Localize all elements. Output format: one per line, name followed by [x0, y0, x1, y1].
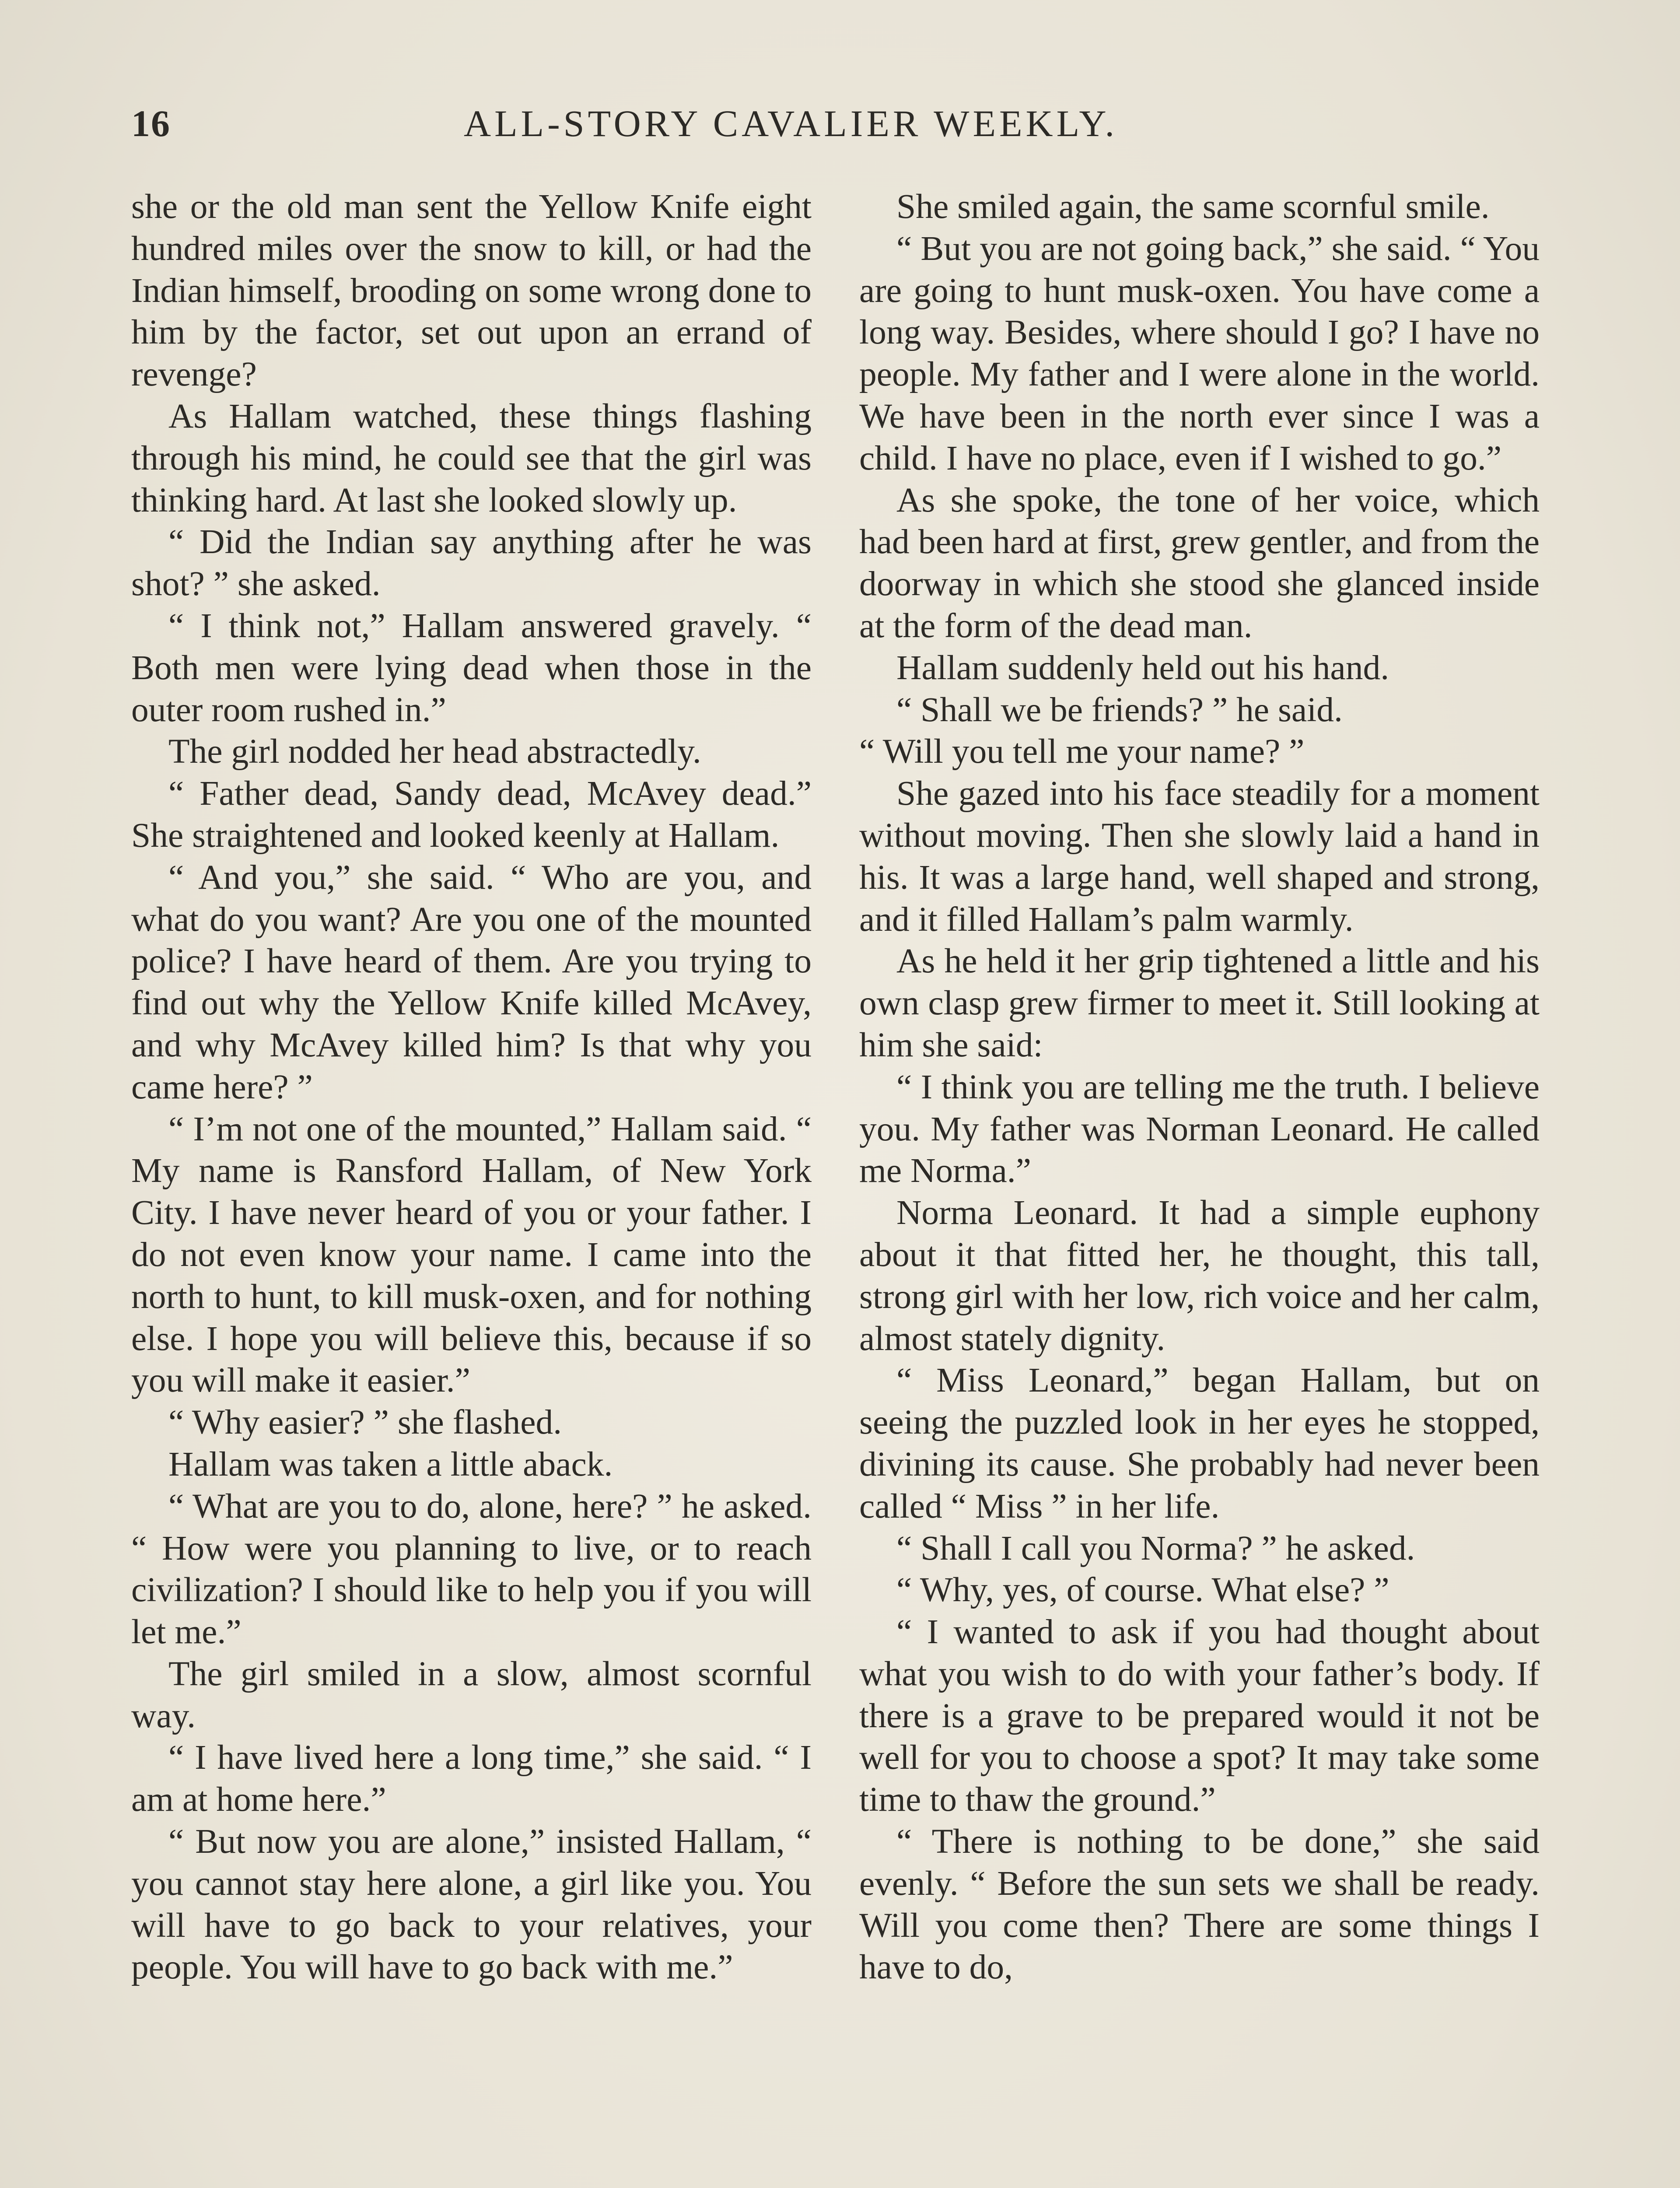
paragraph: She gazed into his face steadily for a moment without moving. Then she slowly laid a hand in his. It was a large hand, well shaped and strong, and it filled Hallam’s palm warmly. [859, 774, 1540, 939]
paragraph: “ I’m not one of the mounted,” Hallam said. “ My name is Ransford Hallam, of New York City. I have never heard of you or your father. I do not even know your name. I came into the north to hunt, to kill musk-oxen, and for nothing else. I hope you will believe this, because if so you will make it easier.” [131, 1109, 812, 1400]
left-column [131, 186, 812, 1988]
paragraph: As he held it her grip tightened a little and his own clasp grew firmer to meet it. Still looking at him she said: [859, 942, 1540, 1064]
paragraph: “ I have lived here a long time,” she said. “ I am at home here.” [131, 1738, 812, 1819]
paragraph: “ There is nothing to be done,” she said evenly. “ Before the sun sets we shall be ready. Will you come then? There are some things I have to do, [859, 1822, 1540, 1987]
paragraph: “ I think you are telling me the truth. I believe you. My father was Norman Leonard. He called me Norma.” [859, 1067, 1540, 1190]
paragraph: “ But you are not going back,” she said. “ You are going to hunt musk-oxen. You have come a long way. Besides, where should I go? I have no people. My father and I were alone in the world. We have been in the north ever since I was a child. I have no place, even if I wished to go.” [859, 229, 1540, 477]
paragraph: As Hallam watched, these things flashing through his mind, he could see that the girl was thinking hard. At last she looked slowly up. [131, 396, 812, 519]
right-column [859, 186, 1540, 1988]
running-title: ALL-STORY CAVALIER WEEKLY. [464, 102, 1118, 144]
paragraph: “ Will you tell me your name? ” [859, 732, 1305, 771]
paragraph: Hallam suddenly held out his hand. [896, 648, 1390, 687]
paragraph: The girl smiled in a slow, almost scornful way. [131, 1654, 812, 1735]
paragraph: “ Why easier? ” she flashed. [168, 1403, 562, 1442]
page-number: 16 [131, 102, 171, 144]
paragraph: “ Father dead, Sandy dead, McAvey dead.” She straightened and looked keenly at Hallam. [131, 774, 812, 855]
paragraph: Hallam was taken a little aback. [168, 1445, 613, 1483]
paragraph: “ And you,” she said. “ Who are you, and what do you want? Are you one of the mounted police? I have heard of them. Are you trying to find out why the Yellow Knife killed McAvey, and why McAvey killed him? Is that why you came here? ” [131, 858, 812, 1106]
paragraph: “ Did the Indian say anything after he was shot? ” she asked. [131, 522, 812, 603]
paragraph: she or the old man sent the Yellow Knife eight hundred miles over the snow to kill, or had the Indian himself, brooding on some wrong done to him by the factor, set out upon an errand of revenge? [131, 187, 812, 394]
paragraph: “ What are you to do, alone, here? ” he asked. “ How were you planning to live, or to reach civilization? I should like to help you if you will let me.” [131, 1487, 812, 1652]
paragraph: “ Shall we be friends? ” he said. [896, 690, 1343, 729]
paragraph: “ Miss Leonard,” began Hallam, but on seeing the puzzled look in her eyes he stopped, divining its cause. She probably had never been called “ Miss ” in her life. [859, 1361, 1540, 1525]
paragraph: “ Why, yes, of course. What else? ” [896, 1571, 1390, 1609]
paragraph: As she spoke, the tone of her voice, which had been hard at first, grew gentler, and from the doorway in which she stood she glanced inside at the form of the dead man. [859, 480, 1540, 645]
paragraph: “ But now you are alone,” insisted Hallam, “ you cannot stay here alone, a girl like you. You will have to go back to your relatives, your people. You will have to go back with me.” [131, 1822, 812, 1987]
paragraph: “ I wanted to ask if you had thought about what you wish to do with your father’s body. If there is a grave to be prepared would it not be well for you to choose a spot? It may take some time to thaw the ground.” [859, 1613, 1540, 1819]
paragraph: “ I think not,” Hallam answered gravely. “ Both men were lying dead when those in the outer room rushed in.” [131, 606, 812, 729]
paragraph: The girl nodded her head abstractedly. [168, 732, 701, 771]
paragraph: She smiled again, the same scornful smile. [896, 187, 1490, 226]
paragraph: Norma Leonard. It had a simple euphony about it that fitted her, he thought, this tall, strong girl with her low, rich voice and her calm, almost stately dignity. [859, 1193, 1540, 1358]
paragraph: “ Shall I call you Norma? ” he asked. [896, 1529, 1415, 1567]
